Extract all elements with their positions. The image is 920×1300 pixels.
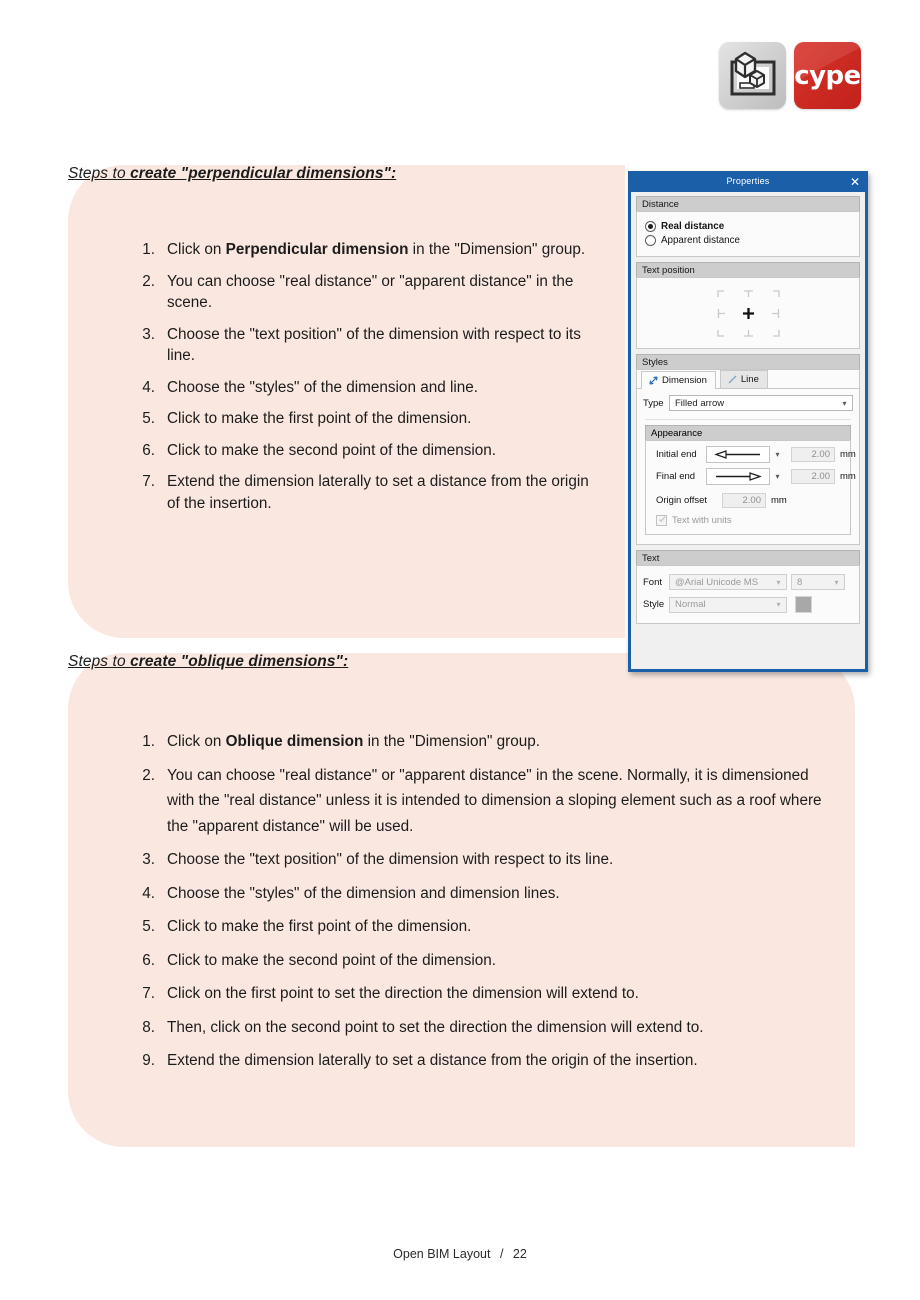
final-end-label: Final end	[656, 471, 696, 482]
list-item-text: Click to make the second point of the dimension.	[167, 441, 497, 459]
list-item	[131, 471, 601, 514]
text-position-bottom-center[interactable]	[735, 323, 761, 342]
cype-logo	[794, 42, 861, 109]
list-item-number: 1.	[142, 733, 155, 750]
style-select-value: Normal	[675, 599, 706, 610]
radio-real-distance[interactable]	[645, 221, 853, 232]
list-item	[131, 763, 831, 840]
initial-end-chevron-icon[interactable]: ▾	[775, 450, 780, 459]
origin-offset-row	[652, 493, 844, 508]
close-icon[interactable]: ✕	[849, 175, 860, 189]
chevron-down-icon: ▾	[776, 600, 781, 609]
font-field-row	[643, 574, 853, 590]
list-item-text: Then, click on the second point to set the direction the dimension will extend to.	[167, 1018, 704, 1036]
final-end-row	[652, 468, 856, 485]
list-item	[131, 440, 601, 462]
list-item-number: 6.	[142, 951, 155, 969]
brand-logo	[719, 42, 861, 109]
oblique-steps-heading	[68, 653, 348, 671]
text-position-group-header: Text position	[636, 262, 860, 277]
text-position-middle-left[interactable]	[709, 304, 735, 323]
initial-end-value[interactable]: 2.00	[791, 447, 835, 462]
cype-logo-text: cype	[794, 61, 861, 91]
distance-group	[636, 196, 860, 257]
list-item	[131, 914, 831, 940]
heading-prefix: Steps to	[68, 653, 131, 670]
list-item-number: 7.	[142, 473, 155, 490]
chevron-down-icon: ▾	[776, 577, 781, 587]
text-position-center-selected[interactable]	[735, 304, 761, 323]
font-select[interactable]	[669, 574, 787, 590]
style-select[interactable]	[669, 597, 787, 613]
text-position-top-right[interactable]	[761, 285, 787, 304]
list-item	[131, 948, 831, 974]
list-item-text: Click to make the second point of the dimension.	[167, 951, 497, 969]
list-item-emphasis: Perpendicular dimension	[225, 241, 409, 258]
heading-emphasis: create "oblique dimensions":	[130, 653, 349, 670]
chevron-down-icon: ▾	[842, 398, 847, 408]
initial-end-row	[652, 446, 856, 463]
text-position-bottom-right[interactable]	[761, 323, 787, 342]
perpendicular-steps-heading	[68, 165, 396, 183]
tab-line[interactable]	[720, 370, 768, 388]
dimension-arrow-icon	[648, 375, 659, 386]
styles-divider	[645, 419, 851, 420]
list-item-text: Extend the dimension laterally to set a distance from the origin of the insertion.	[167, 473, 589, 512]
list-item-number: 5.	[142, 410, 155, 427]
list-item	[131, 324, 601, 367]
type-field-row	[643, 395, 853, 411]
text-with-units-row[interactable]	[656, 515, 844, 526]
text-position-top-left[interactable]	[709, 285, 735, 304]
radio-icon-checked	[645, 221, 656, 232]
list-item-text: Click to make the first point of the dimension.	[167, 918, 472, 935]
initial-end-unit: mm	[840, 449, 856, 460]
text-position-middle-right[interactable]	[761, 304, 787, 323]
list-item-text: Choose the "text position" of the dimension with respect to its line.	[167, 325, 581, 364]
list-item	[131, 729, 831, 755]
tab-dimension[interactable]	[641, 371, 716, 389]
list-item-text: You can choose "real distance" or "apparent distance" in the scene.	[167, 272, 574, 311]
list-item-text: in the "Dimension" group.	[408, 241, 586, 258]
styles-tabs[interactable]	[637, 370, 859, 389]
properties-dialog[interactable]	[628, 171, 868, 672]
list-item	[131, 1048, 831, 1074]
list-item-text: Click on	[167, 733, 226, 750]
type-label: Type	[643, 397, 664, 409]
text-position-group	[636, 262, 860, 349]
list-item-number: 9.	[142, 1052, 155, 1069]
final-end-chevron-icon[interactable]: ▾	[775, 472, 780, 481]
list-item-number: 5.	[142, 918, 155, 935]
list-item	[131, 377, 601, 399]
styles-group-header: Styles	[636, 354, 860, 369]
initial-end-label: Initial end	[656, 449, 697, 460]
type-select[interactable]	[669, 395, 853, 411]
oblique-steps-panel	[68, 653, 855, 1147]
text-color-swatch[interactable]	[795, 596, 812, 613]
perpendicular-steps-list	[131, 239, 601, 524]
oblique-steps-list	[131, 729, 831, 1082]
list-item-text: Click to make the first point of the dimension.	[167, 410, 472, 427]
list-item	[131, 408, 601, 430]
footer-separator: /	[499, 1247, 504, 1261]
appearance-group	[645, 425, 856, 535]
origin-offset-label: Origin offset	[656, 495, 708, 506]
list-item-text: Extend the dimension laterally to set a distance from the origin of the insertion.	[167, 1052, 698, 1069]
list-item	[131, 271, 601, 314]
type-select-value: Filled arrow	[675, 397, 725, 409]
radio-real-distance-label: Real distance	[661, 221, 725, 232]
text-with-units-label: Text with units	[672, 515, 732, 526]
list-item-text: Click on	[167, 241, 226, 258]
style-label: Style	[643, 599, 665, 610]
font-label: Font	[643, 576, 663, 588]
list-item-text: Choose the "styles" of the dimension and line.	[167, 378, 479, 396]
arrow-left-open-icon[interactable]	[706, 446, 770, 463]
footer-document-title: Open BIM Layout	[393, 1247, 491, 1261]
arrow-right-open-icon[interactable]	[706, 468, 770, 485]
list-item	[131, 847, 831, 873]
list-item-text: Choose the "styles" of the dimension and dimension lines.	[167, 884, 560, 902]
text-position-grid[interactable]	[643, 281, 853, 344]
chevron-down-icon: ▾	[834, 577, 839, 587]
final-end-unit: mm	[840, 471, 856, 482]
text-position-bottom-left[interactable]	[709, 323, 735, 342]
origin-offset-value[interactable]: 2.00	[722, 493, 766, 508]
distance-group-header: Distance	[636, 196, 860, 211]
list-item-number: 1.	[142, 241, 155, 258]
page-footer	[0, 1247, 920, 1261]
perpendicular-steps-panel	[68, 165, 625, 638]
checkbox-checked-icon	[656, 515, 667, 526]
styles-group	[636, 354, 860, 545]
text-position-top-center[interactable]	[735, 285, 761, 304]
tab-dimension-label: Dimension	[662, 375, 707, 386]
list-item	[131, 881, 831, 907]
radio-icon-unchecked	[645, 235, 656, 246]
list-item-text: in the "Dimension" group.	[363, 733, 541, 750]
radio-apparent-distance-label: Apparent distance	[661, 235, 740, 246]
tab-line-label: Line	[740, 374, 759, 385]
dialog-titlebar[interactable]	[631, 174, 865, 192]
list-item-number: 4.	[142, 884, 155, 902]
appearance-group-header: Appearance	[645, 425, 851, 440]
list-item-number: 7.	[142, 985, 155, 1002]
list-item	[131, 239, 601, 261]
list-item-number: 4.	[142, 378, 155, 396]
final-end-value[interactable]: 2.00	[791, 469, 835, 484]
footer-page-number: 22	[512, 1247, 527, 1261]
font-select-value: @Arial Unicode MS	[675, 576, 759, 588]
heading-prefix: Steps to	[68, 165, 131, 182]
font-size-value: 8	[797, 576, 803, 588]
list-item-text: Click on the first point to set the direction the dimension will extend to.	[167, 985, 639, 1002]
style-field-row	[643, 596, 853, 613]
list-item-number: 3.	[142, 851, 155, 868]
line-icon	[727, 374, 738, 385]
heading-emphasis: create "perpendicular dimensions":	[130, 165, 397, 182]
list-item-text: Choose the "text position" of the dimension with respect to its line.	[167, 851, 614, 868]
text-group	[636, 550, 860, 624]
list-item-number: 2.	[142, 272, 155, 290]
list-item	[131, 981, 831, 1007]
list-item-text: You can choose "real distance" or "apparent distance" in the scene. Normally, it is dimensioned with the "real distance" unless it is intended to dimension a sloping element such as a roof where the "apparent distance" will be used.	[167, 766, 822, 835]
text-group-header: Text	[636, 550, 860, 565]
font-size-select[interactable]	[791, 574, 845, 590]
bim-cube-icon	[719, 42, 786, 109]
list-item-number: 2.	[142, 766, 155, 784]
list-item-number: 8.	[142, 1018, 155, 1036]
list-item	[131, 1015, 831, 1041]
origin-offset-unit: mm	[771, 495, 787, 506]
list-item-number: 6.	[142, 441, 155, 459]
dialog-title: Properties	[726, 176, 770, 186]
radio-apparent-distance[interactable]	[645, 235, 853, 246]
list-item-number: 3.	[142, 325, 155, 343]
list-item-emphasis: Oblique dimension	[225, 733, 364, 750]
